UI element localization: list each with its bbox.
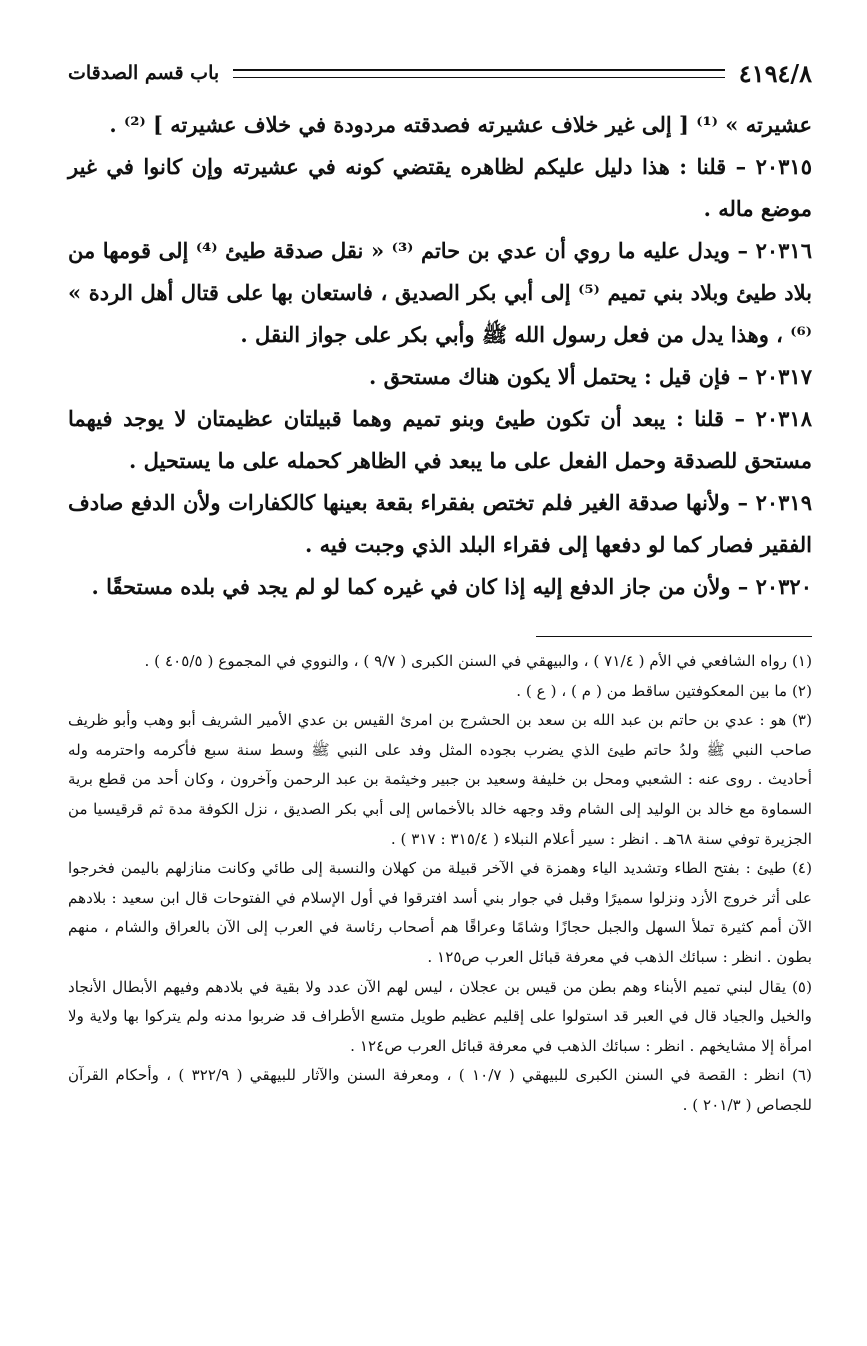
page-number: ٤١٩٤/٨ bbox=[738, 58, 812, 88]
book-page bbox=[68, 56, 812, 1121]
footnote: (١) رواه الشافعي في الأم ( ٧١/٤ ) ، والبيهقي في السنن الكبرى ( ٩/٧ ) ، والنووي في المجموع ( ٤٠٥/٥ ) . bbox=[144, 652, 812, 670]
footnotes bbox=[68, 647, 812, 1121]
paragraph: ٢٠٣١٧ – فإن قيل : يحتمل ألا يكون هناك مستحق . bbox=[368, 364, 812, 389]
footnote-separator bbox=[536, 636, 812, 637]
footnote: (٣) هو : عدي بن حاتم بن عبد الله بن سعد بن الحشرج بن امرئ القيس بن عدي الأمير الشريف أبو وهب وأبو ظريف صاحب النبي ﷺ ولدُ حاتم طيئ الذي يضرب بجوده المثل وفد على النبي ﷺ وسط سنة سبع فأكرمه واحترمه وله أحاديث . روى عنه : الشعبي ومحل بن خليفة وسعيد بن جبير وخيثمة بن عبد الرحمن وآخرون ، وكان أحد من قطع برية السماوة مع خالد بن الوليد إلى الشام وقد وجهه خالد بالأخماس إلى أبي بكر الصديق ، نزل الكوفة مدة ثم قرقيسيا من الجزيرة توفي سنة ٦٨هـ . انظر : سير أعلام النبلاء ( ٣١٥/٤ : ٣١٧ ) . bbox=[68, 711, 812, 848]
paragraph: ٢٠٣١٥ – قلنا : هذا دليل عليكم لظاهره يقتضي كونه في عشيرته وإن كانوا في غير موضع ماله . bbox=[68, 154, 812, 221]
paragraph: ٢٠٣١٨ – قلنا : يبعد أن تكون طيئ وبنو تميم وهما قبيلتان عظيمتان لا يوجد فيهما مستحق للصدقة وحمل الفعل على ما يبعد في الظاهر كحمله على ما يستحيل . bbox=[68, 406, 812, 473]
footnote: (٦) انظر : القصة في السنن الكبرى للبيهقي ( ١٠/٧ ) ، ومعرفة السنن والآثار للبيهقي ( ٣٢٢/٩ ) ، وأحكام القرآن للجصاص ( ٢٠١/٣ ) . bbox=[68, 1066, 812, 1114]
paragraph: ٢٠٣١٩ – ولأنها صدقة الغير فلم تختص بفقراء بقعة بعينها كالكفارات ولأن الدفع صادف الفقير فصار كما لو دفعها إلى فقراء البلد الذي وجبت فيه . bbox=[68, 490, 812, 557]
footnote: (٥) يقال لبني تميم الأبناء وهم بطن من قيس بن عجلان ، ليس لهم الآن عدد ولا بقية في بلادهم وفيهم الأبطال الأنجاد والخيل والجياد قال في العبر قد استولوا على إقليم عظيم طويل متسع الأطراف قد ضربوا مدنه ولم يتركوا بها ولاية ولا امرأة إلا مشايخهم . انظر : سبائك الذهب في معرفة قبائل العرب ص١٢٤ . bbox=[68, 977, 812, 1055]
paragraph: عشيرته » ⁽¹⁾ [ إلى غير خلاف عشيرته فصدقته مردودة في خلاف عشيرته ] ⁽²⁾ . bbox=[109, 112, 812, 137]
paragraph: ٢٠٣١٦ – ويدل عليه ما روي أن عدي بن حاتم ⁽³⁾ « نقل صدقة طيئ ⁽⁴⁾ إلى قومها من بلاد طيئ وبلاد بني تميم ⁽⁵⁾ إلى أبي بكر الصديق ، فاستعان بها على قتال أهل الردة » ⁽⁶⁾ ، وهذا يدل من فعل رسول الله ﷺ وأبي بكر على جواز النقل . bbox=[68, 238, 812, 347]
footnote: (٢) ما بين المعكوفتين ساقط من ( م ) ، ( ع ) . bbox=[516, 681, 812, 700]
paragraph: ٢٠٣٢٠ – ولأن من جاز الدفع إليه إذا كان في غيره كما لو لم يجد في بلده مستحقًا . bbox=[91, 574, 812, 599]
chapter-title: باب قسم الصدقات bbox=[68, 62, 220, 84]
main-text bbox=[68, 104, 812, 608]
running-header bbox=[68, 56, 812, 90]
header-rule bbox=[233, 69, 725, 78]
footnote: (٤) طيئ : بفتح الطاء وتشديد الياء وهمزة في الآخر قبيلة من كهلان والنسبة إلى طائي وكانت منازلهم باليمن فخرجوا على أثر خروج الأزد ونزلوا سميرًا وقبل في جوار بني أسد افترقوا في أول الإسلام في الفتوحات قال ابن سعيد : بلادهم الآن أمم كثيرة تملأ السهل والجبل حجازًا وشامًا وعراقًا هم أصحاب رئاسة في العرب إلى الآن بالعراق والشام ، منهم بطون . انظر : سبائك الذهب في معرفة قبائل العرب ص١٢٥ . bbox=[68, 859, 812, 966]
